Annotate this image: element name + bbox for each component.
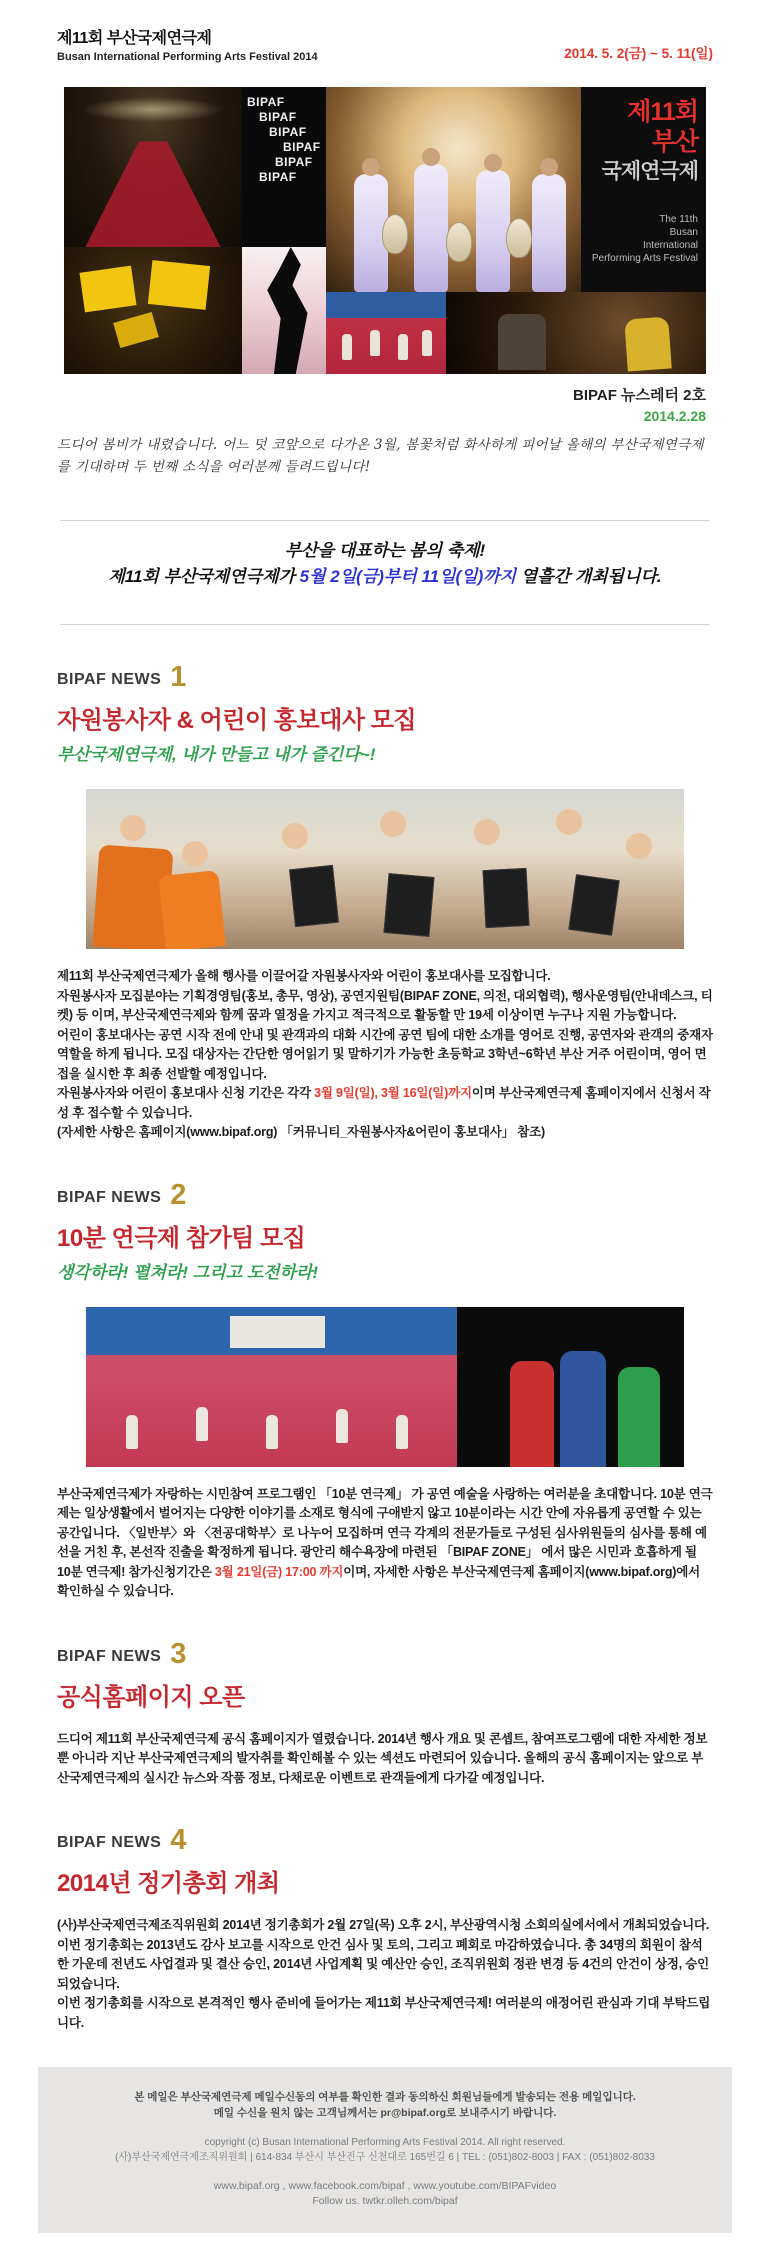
divider: [60, 624, 710, 625]
news1-deadline-highlight: 3월 9일(일), 3월 16일(일)까지: [314, 1086, 472, 1100]
decor: [618, 1367, 660, 1467]
decor: [510, 1361, 554, 1467]
news1-label: [57, 659, 713, 692]
hero-photo-crowd: [64, 87, 242, 247]
hero-subtitle-line: The 11th: [659, 214, 698, 225]
decor: [506, 218, 532, 258]
festival-date-range: 2014. 5. 2(금) ~ 5. 11(일): [564, 46, 713, 61]
decor: [266, 1415, 278, 1449]
decor: [624, 317, 672, 372]
news1-paragraph: [57, 1084, 713, 1123]
decor: [230, 1316, 326, 1348]
hero-bipaf-wordmark: [242, 87, 326, 247]
news4-body: [57, 1916, 713, 2033]
news2-text: 이며, 자세한 사항은 부산국제연극제 홈페이지(www.bipaf.org)에서 확인하실 수 있습니다.: [57, 1564, 700, 1598]
footer: [38, 2067, 732, 2233]
header: [0, 0, 770, 63]
announcement-text: 열흘간 개최됩니다.: [516, 567, 662, 586]
news1-title: 자원봉사자 & 어린이 홍보대사 모집: [57, 707, 417, 734]
announcement-text: 제11회 부산국제연극제가: [108, 567, 300, 586]
footer-email-link[interactable]: pr@bipaf.org: [380, 2107, 447, 2119]
festival-title-en: Busan International Performing Arts Festival 2014: [57, 51, 318, 63]
decor: [498, 314, 546, 370]
decor: [414, 164, 448, 292]
bipaf-wordmark-line: BIPAF: [259, 170, 297, 184]
news4-title: 2014년 정기총회 개최: [57, 1870, 280, 1897]
news1-subtitle: 부산국제연극제, 내가 만들고 내가 즐긴다~!: [57, 745, 376, 764]
news1-body: [57, 967, 713, 1143]
news-label-text: BIPAF NEWS: [57, 1188, 162, 1206]
decor: [398, 334, 408, 360]
announcement-line2: [0, 563, 770, 590]
news3-title: 공식홈페이지 오픈: [57, 1683, 245, 1711]
spacer: [54, 2165, 716, 2179]
decor: [158, 870, 226, 949]
newsletter-issue-label: BIPAF 뉴스레터 2호: [572, 387, 706, 404]
decor: [182, 841, 208, 867]
decor: [422, 330, 432, 356]
handwritten-greeting: 드디어 봄비가 내렸습니다. 어느 덧 코앞으로 다가온 3월, 봄꽃처럼 화사하게 피어날 올해의 부산국제연극제를 기대하며 두 번째 소식을 여러분께 들려드립니다!: [57, 437, 704, 475]
footer-notice-line1: 본 메일은 부산국제연극제 메일수신동의 여부를 확인한 결과 동의하신 회원님들에게 발송되는 전용 메일입니다.: [134, 2091, 636, 2103]
festival-announcement: [0, 539, 770, 590]
news1-paragraph: 자원봉사자 모집분야는 기획경영팀(홍보, 총무, 영상), 공연지원팀(BIPAF ZONE, 의전, 대외협력), 행사운영팀(안내데스크, 티켓) 등 이며, 부산국제연극제와 함께 꿈과 열정을 가지고 적극적으로 활동할 만 19세 이상이면 누구나 지원 가능합니다.: [57, 988, 713, 1022]
hero-photo-dancer: [242, 247, 326, 374]
news1-photo-volunteers: [86, 789, 684, 949]
hero-photo-stage: [326, 292, 446, 374]
newsletter-meta: [64, 384, 706, 424]
announcement-line1: 부산을 대표하는 봄의 축제!: [284, 541, 486, 560]
decor: [196, 1407, 208, 1441]
hero-photo-readers: [64, 247, 242, 374]
decor: [289, 865, 339, 927]
decor: [626, 833, 652, 859]
newsletter-date: 2014.2.28: [643, 408, 706, 424]
news2-body: [57, 1485, 713, 1602]
news2-text: 부산국제연극제가 자랑하는 시민참여 프로그램인 「10분 연극제」 가 공연 예술을 사랑하는 여러분을 초대합니다. 10분 연극제는 일상생활에서 벌어지는 다양한 이야기를 소재로 형식에 구애받지 않고 10분이라는 시간 안에 자유롭게 공연할 수 있는 공간입니다. 〈일반부〉와 〈전공대학부〉로 나누어 모집하며 연극 각계의 전문가들로 구성된 심사위원들의 심사를 통해 예선을 거친 후, 본선작 진출을 확정하게 됩니다. 광안리 해수욕장에 마련된 「BIPAF ZONE」 에서 많은 시민과 호흡하게 될 10분 연극제! 참가신청기간은: [57, 1486, 713, 1579]
news-label-text: BIPAF NEWS: [57, 671, 162, 688]
decor: [474, 819, 500, 845]
decor: [568, 874, 619, 936]
footer-address: (사)부산국제연극제조직위원회 | 614-834 부산시 부산진구 신천대로 165번길 6 | TEL : (051)802-8003 | FAX : (051)802-8033: [115, 2152, 655, 2163]
decor: [79, 266, 136, 313]
hero-subtitle-line: International: [642, 240, 698, 251]
decor: [126, 1415, 138, 1449]
news4-label: [57, 1822, 713, 1855]
news2-photo-ten-minute-theatre: [86, 1307, 684, 1467]
decor: [380, 811, 406, 837]
hero-photo-performers: [326, 87, 581, 292]
decor: [342, 334, 352, 360]
hero-title-panel: [581, 87, 706, 292]
decor: [242, 247, 326, 374]
hero-title-line: 국제연극제: [601, 160, 698, 183]
news-section-1: [57, 659, 713, 1143]
decor: [532, 174, 566, 292]
news3-label: [57, 1636, 713, 1669]
hero-title-line: 부산: [651, 128, 698, 156]
footer-text: 로 보내주시기 바랍니다.: [446, 2107, 557, 2119]
footer-follow-link[interactable]: Follow us. twtkr.olleh.com/bipaf: [312, 2195, 458, 2207]
news3-paragraph: 드디어 제11회 부산국제연극제 공식 홈페이지가 열렸습니다. 2014년 행사 개요 및 콘셉트, 참여프로그램에 대한 자세한 정보 뿐 아니라 지난 부산국제연극제의 발자취를 확인해볼 수 있는 섹션도 마련되어 있습니다. 올해의 공식 홈페이지는 앞으로 부산국제연극제의 실시간 뉴스와 작품 정보, 다채로운 이벤트로 관객들에게 다가갈 예정입니다.: [57, 1731, 708, 1785]
announcement-date-highlight: 5월 2일(금)부터 11일(일)까지: [299, 567, 517, 586]
news-section-3: [57, 1636, 713, 1789]
bipaf-wordmark-line: BIPAF: [283, 140, 321, 154]
bipaf-wordmark-line: BIPAF: [259, 110, 297, 124]
news1-paragraph: (자세한 사항은 홈페이지(www.bipaf.org) 「커뮤니티_자원봉사자&어린이 홍보대사」 참조): [57, 1125, 545, 1139]
news2-paragraph: [57, 1485, 713, 1602]
footer-notice-line2: [54, 2105, 716, 2121]
decor: [396, 1415, 408, 1449]
decor: [556, 809, 582, 835]
decor: [446, 222, 472, 262]
bipaf-wordmark-line: BIPAF: [269, 125, 307, 139]
news1-paragraph: 제11회 부산국제연극제가 올해 행사를 이끌어갈 자원봉사자와 어린이 홍보대사를 모집합니다.: [57, 969, 551, 983]
news3-body: [57, 1730, 713, 1789]
hero-title-line: 제11회: [627, 98, 698, 126]
divider: [60, 520, 710, 521]
news-number: 1: [170, 661, 187, 693]
news-label-text: BIPAF NEWS: [57, 1647, 162, 1665]
decor: [476, 170, 510, 292]
hero-subtitle-line: Performing Arts Festival: [591, 253, 698, 264]
hero-collage-image: [64, 87, 706, 374]
festival-title-ko: 제11회 부산국제연극제: [57, 30, 212, 47]
footer-text: 메일 수신을 원치 않는 고객님께서는: [213, 2107, 381, 2119]
news-number: 3: [170, 1637, 187, 1670]
decor: [483, 868, 530, 928]
news-section-4: [57, 1822, 713, 2033]
hero-photo-actors: [446, 292, 706, 374]
decor: [82, 97, 224, 123]
news1-text: 이며 부산국제연극제 홈페이지에서 신청서 작성 후 접수할 수 있습니다.: [57, 1086, 711, 1120]
footer-web-links[interactable]: www.bipaf.org , www.facebook.com/bipaf , www.youtube.com/BIPAFvideo: [213, 2180, 557, 2192]
news4-paragraph: 이번 정기총회를 시작으로 본격적인 행사 준비에 들어가는 제11회 부산국제연극제! 여러분의 애정어린 관심과 기대 부탁드립니다.: [57, 1996, 711, 2030]
hero-subtitle-line: Busan: [669, 227, 698, 238]
news-number: 4: [170, 1824, 187, 1856]
decor: [382, 214, 408, 254]
news2-title: 10분 연극제 참가팀 모집: [57, 1224, 306, 1252]
bipaf-wordmark-line: BIPAF: [247, 95, 285, 109]
hero-subtitle: [581, 213, 698, 265]
decor: [113, 312, 159, 348]
decor: [370, 330, 380, 356]
footer-copyright: copyright (c) Busan International Performing Arts Festival 2014. All right reserved.: [204, 2137, 566, 2148]
news2-deadline-highlight: 3월 21일(금) 17:00 까지: [214, 1564, 344, 1579]
decor: [148, 260, 210, 310]
news-label-text: BIPAF NEWS: [57, 1834, 162, 1851]
decor: [336, 1409, 348, 1443]
decor: [282, 823, 308, 849]
decor: [560, 1351, 606, 1467]
news1-paragraph: 어린이 홍보대사는 공연 시작 전에 안내 및 관객과의 대화 시간에 공연 팀에 대한 소개를 영어로 진행, 공연자와 관객의 중재자 역할을 하게 됩니다. 모집 대상자는 간단한 영어읽기 및 말하기가 가능한 초등학교 3학년~6학년 부산 거주 어린이며, 영어 면접을 실시한 후 최종 선발할 예정입니다.: [57, 1027, 713, 1081]
news-number: 2: [170, 1178, 187, 1211]
spacer: [54, 2121, 716, 2135]
news2-subtitle: 생각하라! 펼쳐라! 그리고 도전하라!: [57, 1262, 319, 1282]
bipaf-wordmark-line: BIPAF: [275, 155, 313, 169]
news-section-2: [57, 1177, 713, 1602]
news1-text: 자원봉사자와 어린이 홍보대사 신청 기간은 각각: [57, 1086, 315, 1100]
news4-paragraph: (사)부산국제연극제조직위원회 2014년 정기총회가 2월 27일(목) 오후 2시, 부산광역시청 소회의실에서에서 개최되었습니다. 이번 정기총회는 2013년도 감사 보고를 시작으로 안건 심사 및 토의, 그리고 폐회로 마감하였습니다. 총 34명의 회원이 참석한 가운데 전년도 사업결과 및 결산 승인, 2014년 사업계획 및 예산안 승인, 조직위원회 정관 변경 등 4건의 안건이 상정, 승인되었습니다.: [57, 1918, 710, 1991]
decor: [383, 873, 434, 937]
decor: [120, 815, 146, 841]
news2-label: [57, 1177, 713, 1210]
header-titles: [57, 25, 318, 63]
